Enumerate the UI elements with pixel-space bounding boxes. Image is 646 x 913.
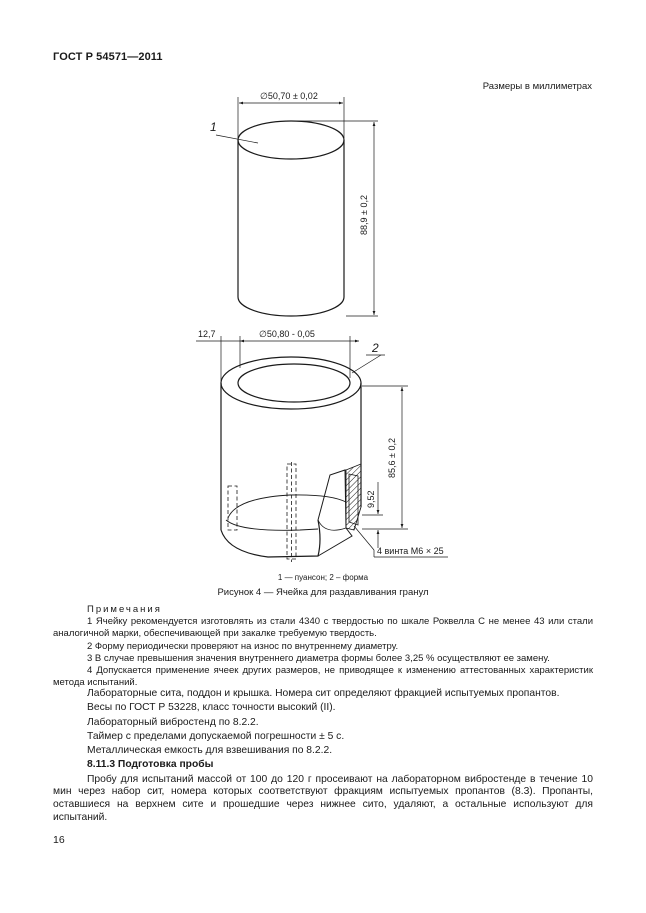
figure-caption: Рисунок 4 — Ячейка для раздавливания гранул	[217, 587, 429, 598]
units-note: Размеры в миллиметрах	[482, 81, 592, 92]
paragraph: Пробу для испытаний массой от 100 до 120 г просеивают на лабораторном вибростенде в течение 10 мин через набор сит, номера которых соответствуют фракциям испытуемых пропантов (8.3). Пропанты, оставшиеся на верхнем сите и прошедшие через нижнее сито, удаляют, а остальные используют для испытаний.	[53, 773, 593, 823]
paragraph: Таймер с пределами допускаемой погрешности ± 5 с.	[87, 730, 345, 742]
paragraph: Лабораторный вибростенд по 8.2.2.	[87, 716, 259, 728]
punch-height-dim: 88,9 ± 0,2	[359, 195, 369, 235]
section-heading: 8.11.3 Подготовка пробы	[87, 759, 214, 771]
notes-block	[53, 604, 593, 689]
note-item: 2 Форму периодически проверяют на износ по внутреннему диаметру.	[87, 640, 399, 652]
note-item: 1 Ячейку рекомендуется изготовлять из стали 4340 с твердостью по шкале Роквелла С не менее 43 или стали аналогичной марки, обеспечивающей при закалке требуемую твердость.	[53, 616, 593, 640]
page-number: 16	[53, 834, 65, 846]
paragraph: Весы по ГОСТ Р 53228, класс точности высокий (II).	[87, 702, 336, 714]
mold-cylinder	[221, 357, 361, 562]
part2-label: 2	[372, 341, 379, 355]
mold-height-dim: 85,6 ± 0,2	[387, 438, 397, 478]
document-header: ГОСТ Р 54571—2011	[53, 51, 163, 63]
paragraph: Металлическая емкость для взвешивания по 8.2.2.	[87, 745, 333, 757]
note-item: 4 Допускается применение ячеек других размеров, не приводящее к изменению аттестованных характеристик метода испытаний.	[53, 665, 593, 689]
note-item: 3 В случае превышения значения внутреннего диаметра формы более 3,25 % осуществляют ее замену.	[87, 652, 550, 664]
base-dim: 9,52	[366, 490, 376, 508]
figure-legend: 1 — пуансон; 2 – форма	[277, 573, 369, 582]
body-text	[53, 688, 593, 826]
punch-cylinder	[238, 121, 344, 316]
paragraph: Лабораторные сита, поддон и крышка. Номера сит определяют фракцией испытуемых пропантов.	[87, 688, 560, 699]
punch-diameter-dim: ∅50,70 ± 0,02	[260, 91, 318, 101]
mold-diameter-dim: ∅50,80 - 0,05	[259, 329, 315, 339]
screws-label: 4 винта М6 × 25	[377, 546, 444, 556]
part1-label: 1	[210, 120, 217, 134]
notes-title: Примечания	[87, 604, 162, 615]
wall-thickness-dim: 12,7	[198, 329, 216, 339]
